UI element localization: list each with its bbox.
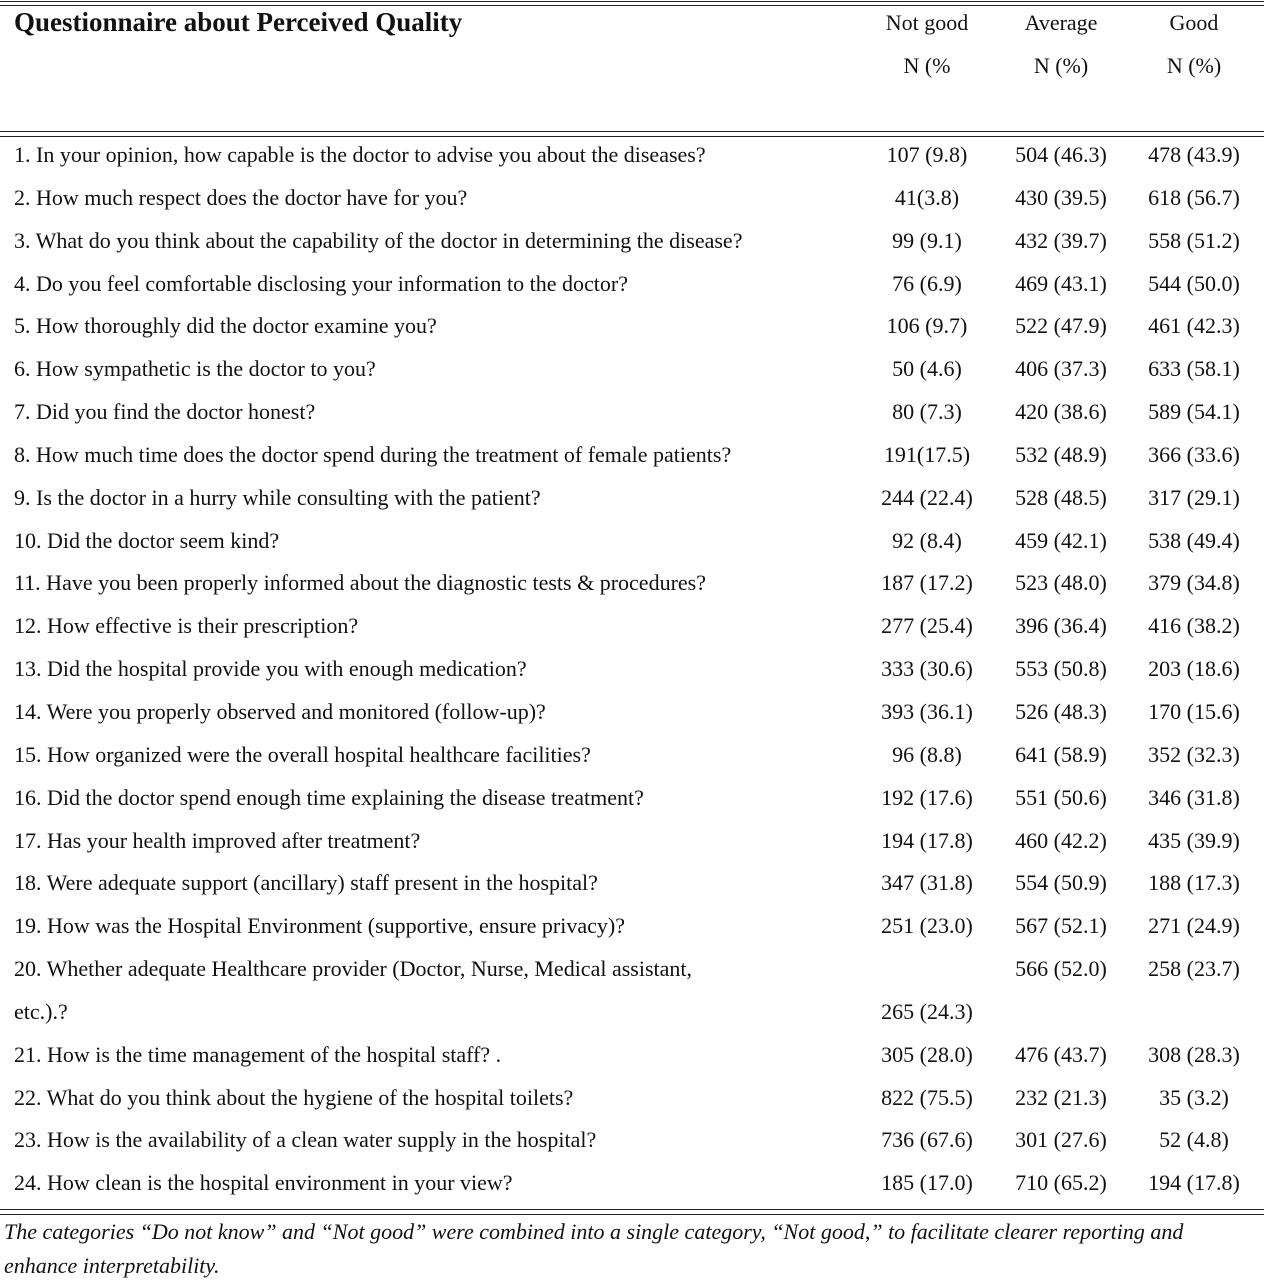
good-cell: 379 (34.8): [1148, 570, 1240, 596]
question-cell: 20. Whether adequate Healthcare provider (Doctor, Nurse, Medical assistant,: [14, 956, 693, 982]
average-cell: 522 (47.9): [1015, 313, 1107, 339]
good-cell: 416 (38.2): [1148, 613, 1240, 639]
column-sublabel: N (%): [1166, 53, 1222, 78]
average-cell: 460 (42.2): [1015, 827, 1107, 853]
table-row: [0, 905, 1264, 948]
table-body: [0, 134, 1264, 1205]
not-good-cell: 251 (23.0): [881, 913, 973, 939]
not-good-cell: 50 (4.6): [892, 356, 962, 382]
good-cell: 461 (42.3): [1148, 313, 1240, 339]
not-good-cell: 244 (22.4): [881, 484, 973, 510]
good-cell: 258 (23.7): [1148, 956, 1240, 982]
question-cell: 12. How effective is their prescription?: [14, 613, 359, 639]
question-cell: 2. How much respect does the doctor have for you?: [14, 184, 468, 210]
good-cell: 308 (28.3): [1148, 1041, 1240, 1067]
table-title: Questionnaire about Perceived Quality: [14, 7, 463, 37]
table-row: [0, 1034, 1264, 1077]
table-row: [0, 134, 1264, 177]
average-cell: 420 (38.6): [1015, 399, 1107, 425]
table-row: [0, 1119, 1264, 1162]
table-row: [0, 648, 1264, 691]
table-row: [0, 691, 1264, 734]
average-cell: 459 (42.1): [1015, 527, 1107, 553]
average-cell: 710 (65.2): [1015, 1170, 1107, 1196]
average-cell: 551 (50.6): [1015, 784, 1107, 810]
not-good-cell: 99 (9.1): [892, 227, 962, 253]
question-cell: 5. How thoroughly did the doctor examine you?: [14, 313, 437, 339]
not-good-cell: 347 (31.8): [881, 870, 973, 896]
good-cell: 203 (18.6): [1148, 656, 1240, 682]
not-good-cell: 191(17.5): [883, 441, 971, 467]
average-cell: 406 (37.3): [1015, 356, 1107, 382]
good-cell: 52 (4.8): [1159, 1127, 1229, 1153]
question-cell: etc.).?: [14, 998, 68, 1024]
table-row: [0, 820, 1264, 863]
good-cell: 346 (31.8): [1148, 784, 1240, 810]
question-cell: 7. Did you find the doctor honest?: [14, 399, 316, 425]
table-footnote: The categories “Do not know” and “Not good” were combined into a single category, “Not good,” to facilitate clearer reporting and enhance interpretability.: [4, 1219, 1184, 1278]
question-cell: 3. What do you think about the capability of the doctor in determining the disease?: [14, 227, 743, 253]
not-good-cell: 333 (30.6): [881, 656, 973, 682]
table-row: [0, 477, 1264, 520]
good-cell: 558 (51.2): [1148, 227, 1240, 253]
table-row: [0, 1077, 1264, 1120]
table-row: [0, 434, 1264, 477]
average-cell: 641 (58.9): [1015, 741, 1107, 767]
question-cell: 14. Were you properly observed and monitored (follow-up)?: [14, 698, 546, 724]
table-row: [0, 348, 1264, 391]
not-good-cell: 192 (17.6): [881, 784, 973, 810]
question-cell: 17. Has your health improved after treatment?: [14, 827, 421, 853]
average-cell: 567 (52.1): [1015, 913, 1107, 939]
question-cell: 6. How sympathetic is the doctor to you?: [14, 356, 376, 382]
average-cell: 553 (50.8): [1015, 656, 1107, 682]
average-cell: 526 (48.3): [1015, 698, 1107, 724]
table-row: [0, 605, 1264, 648]
table-row: [0, 1162, 1264, 1205]
table-row: [0, 991, 1264, 1034]
good-cell: 271 (24.9): [1148, 913, 1240, 939]
column-label: Good: [1169, 10, 1219, 35]
question-cell: 15. How organized were the overall hospital healthcare facilities?: [14, 741, 591, 767]
not-good-cell: 187 (17.2): [881, 570, 973, 596]
table-row: [0, 520, 1264, 563]
good-cell: 435 (39.9): [1148, 827, 1240, 853]
not-good-cell: 185 (17.0): [881, 1170, 973, 1196]
table-row: [0, 220, 1264, 263]
not-good-cell: 305 (28.0): [881, 1041, 973, 1067]
table-row: [0, 948, 1264, 991]
good-cell: 538 (49.4): [1148, 527, 1240, 553]
average-cell: 554 (50.9): [1015, 870, 1107, 896]
not-good-cell: 106 (9.7): [886, 313, 968, 339]
table-row: [0, 391, 1264, 434]
good-cell: 589 (54.1): [1148, 399, 1240, 425]
table-row: [0, 305, 1264, 348]
not-good-cell: 41(3.8): [894, 184, 960, 210]
column-label: Average: [1024, 10, 1098, 35]
question-cell: 9. Is the doctor in a hurry while consulting with the patient?: [14, 484, 541, 510]
average-cell: 528 (48.5): [1015, 484, 1107, 510]
table-row: [0, 177, 1264, 220]
not-good-cell: 107 (9.8): [886, 142, 968, 167]
average-cell: 566 (52.0): [1015, 956, 1107, 982]
good-cell: 544 (50.0): [1148, 270, 1240, 296]
average-cell: 523 (48.0): [1015, 570, 1107, 596]
average-cell: 432 (39.7): [1015, 227, 1107, 253]
table-row: [0, 263, 1264, 306]
not-good-cell: 393 (36.1): [881, 698, 973, 724]
table-row: [0, 862, 1264, 905]
good-cell: 194 (17.8): [1148, 1170, 1240, 1196]
question-cell: 8. How much time does the doctor spend during the treatment of female patients?: [14, 441, 732, 467]
not-good-cell: 736 (67.6): [881, 1127, 973, 1153]
question-cell: 21. How is the time management of the hospital staff? .: [14, 1041, 502, 1067]
average-cell: 301 (27.6): [1015, 1127, 1107, 1153]
question-cell: 22. What do you think about the hygiene of the hospital toilets?: [14, 1084, 574, 1110]
good-cell: 366 (33.6): [1148, 441, 1240, 467]
not-good-cell: 194 (17.8): [881, 827, 973, 853]
table-row: [0, 562, 1264, 605]
table-row: [0, 734, 1264, 777]
average-cell: 532 (48.9): [1015, 441, 1107, 467]
average-cell: 232 (21.3): [1015, 1084, 1107, 1110]
not-good-cell: 96 (8.8): [892, 741, 962, 767]
column-header-good: [1124, 1, 1264, 87]
average-cell: 469 (43.1): [1015, 270, 1107, 296]
question-cell: 4. Do you feel comfortable disclosing your information to the doctor?: [14, 270, 629, 296]
bottom-rule-1: [0, 1209, 1264, 1210]
not-good-cell: 265 (24.3): [881, 998, 973, 1024]
column-header-not-good: [857, 1, 997, 87]
column-sublabel: N (%: [903, 53, 951, 78]
table-row: [0, 777, 1264, 820]
question-cell: 23. How is the availability of a clean water supply in the hospital?: [14, 1127, 597, 1153]
question-cell: 10. Did the doctor seem kind?: [14, 527, 280, 553]
good-cell: 618 (56.7): [1148, 184, 1240, 210]
column-label: Not good: [885, 10, 969, 35]
good-cell: 35 (3.2): [1159, 1084, 1229, 1110]
not-good-cell: 76 (6.9): [892, 270, 962, 296]
not-good-cell: 80 (7.3): [892, 399, 962, 425]
question-cell: 19. How was the Hospital Environment (supportive, ensure privacy)?: [14, 913, 625, 939]
question-cell: 11. Have you been properly informed about the diagnostic tests & procedures?: [14, 570, 706, 596]
good-cell: 317 (29.1): [1148, 484, 1240, 510]
question-cell: 24. How clean is the hospital environment in your view?: [14, 1170, 513, 1196]
good-cell: 170 (15.6): [1148, 698, 1240, 724]
average-cell: 476 (43.7): [1015, 1041, 1107, 1067]
average-cell: 430 (39.5): [1015, 184, 1107, 210]
good-cell: 352 (32.3): [1148, 741, 1240, 767]
header-rule-1: [0, 131, 1264, 132]
question-cell: 16. Did the doctor spend enough time explaining the disease treatment?: [14, 784, 644, 810]
not-good-cell: 92 (8.4): [892, 527, 962, 553]
good-cell: 188 (17.3): [1148, 870, 1240, 896]
not-good-cell: 277 (25.4): [881, 613, 973, 639]
column-header-average: [991, 1, 1131, 87]
question-cell: 18. Were adequate support (ancillary) staff present in the hospital?: [14, 870, 598, 896]
not-good-cell: 822 (75.5): [881, 1084, 973, 1110]
question-cell: 13. Did the hospital provide you with enough medication?: [14, 656, 527, 682]
question-cell: 1. In your opinion, how capable is the doctor to advise you about the diseases?: [14, 142, 706, 167]
good-cell: 478 (43.9): [1148, 142, 1240, 167]
average-cell: 396 (36.4): [1015, 613, 1107, 639]
good-cell: 633 (58.1): [1148, 356, 1240, 382]
column-sublabel: N (%): [1033, 53, 1089, 78]
average-cell: 504 (46.3): [1015, 142, 1107, 167]
